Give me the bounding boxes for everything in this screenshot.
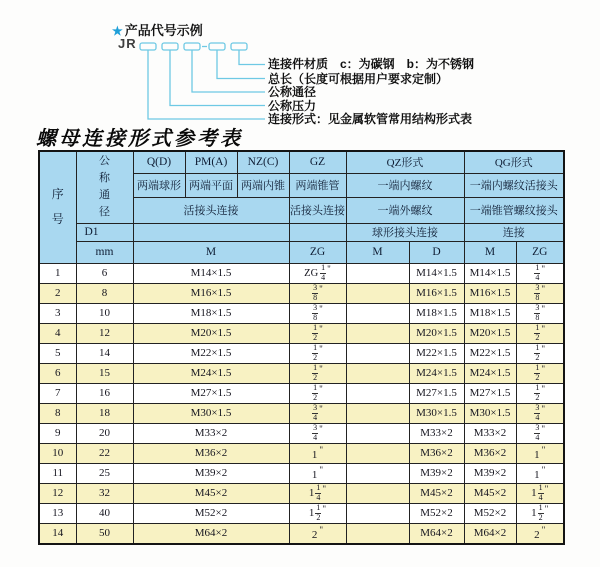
header-gz: GZ — [289, 151, 346, 173]
code-box — [162, 43, 178, 50]
cell-qz-d: M22×1.5 — [409, 343, 464, 363]
cell-qz-d: M33×2 — [409, 423, 464, 443]
cell-gz: 2 " — [289, 523, 346, 544]
table-row — [39, 363, 564, 383]
cell-seq: 3 — [39, 303, 76, 323]
cell-gz: $\frac{3}{8}$ " — [289, 283, 346, 303]
header-nz: NZ(C) — [237, 151, 289, 173]
connector-line — [192, 50, 265, 92]
cell-qg-m: M64×2 — [464, 523, 516, 544]
cell-qg-zg: 1 $\frac{1}{4}$ " — [516, 483, 564, 503]
cell-qg-zg: 1 " — [516, 463, 564, 483]
cell-dn: 15 — [76, 363, 133, 383]
table-row — [39, 383, 564, 403]
table-row — [39, 263, 564, 283]
cell-qg-m: M30×1.5 — [464, 403, 516, 423]
cell-m: M24×1.5 — [133, 363, 289, 383]
cell-gz: $\frac{1}{2}$ " — [289, 383, 346, 403]
cell-dn: 16 — [76, 383, 133, 403]
code-box — [140, 43, 156, 50]
code-box — [184, 43, 200, 50]
table-row — [39, 463, 564, 483]
cell-dn: 32 — [76, 483, 133, 503]
header-qz-m: M — [346, 241, 409, 263]
cell-qg-m: M24×1.5 — [464, 363, 516, 383]
cell-seq: 13 — [39, 503, 76, 523]
cell-qg-zg: $\frac{1}{4}$ " — [516, 263, 564, 283]
cell-qg-m: M33×2 — [464, 423, 516, 443]
cell-seq: 4 — [39, 323, 76, 343]
header-gz-sub: 两端锥管 — [289, 173, 346, 197]
cell-qz-d: M30×1.5 — [409, 403, 464, 423]
cell-dn: 40 — [76, 503, 133, 523]
cell-seq: 10 — [39, 443, 76, 463]
cell-qg-zg: $\frac{3}{8}$ " — [516, 283, 564, 303]
cell-qz-d: M27×1.5 — [409, 383, 464, 403]
cell-qz-m — [346, 303, 409, 323]
cell-qg-zg: 1 " — [516, 443, 564, 463]
cell-gz: $\frac{3}{4}$ " — [289, 423, 346, 443]
cell-seq: 2 — [39, 283, 76, 303]
cell-qg-m: M14×1.5 — [464, 263, 516, 283]
cell-m: M52×2 — [133, 503, 289, 523]
label-total-length: 总长（长度可根据用户要求定制） — [268, 71, 449, 86]
star-icon: ★ — [112, 24, 123, 38]
cell-m: M39×2 — [133, 463, 289, 483]
table-row — [39, 303, 564, 323]
header-row-5 — [39, 241, 564, 263]
cell-m: M33×2 — [133, 423, 289, 443]
cell-dn: 18 — [76, 403, 133, 423]
cell-qz-m — [346, 363, 409, 383]
cell-seq: 8 — [39, 403, 76, 423]
cell-qg-zg: $\frac{1}{2}$ " — [516, 323, 564, 343]
cell-m: M22×1.5 — [133, 343, 289, 363]
header-row-1 — [39, 151, 564, 173]
label-connection-form: 连接形式：见金属软管常用结构形式表 — [268, 112, 473, 126]
nut-table-body — [39, 263, 564, 544]
nut-connection-table — [38, 150, 565, 545]
nut-connection-table-wrap — [38, 150, 565, 545]
cell-dn: 25 — [76, 463, 133, 483]
connector-line — [148, 50, 265, 119]
header-q-sub: 两端球形 — [133, 173, 185, 197]
code-prefix: JR — [118, 36, 137, 51]
header-qg-zg: ZG — [516, 241, 564, 263]
cell-dn: 50 — [76, 523, 133, 544]
diagram-heading-text: 产品代号示例 — [124, 23, 203, 38]
cell-seq: 14 — [39, 523, 76, 544]
cell-m: M20×1.5 — [133, 323, 289, 343]
cell-seq: 9 — [39, 423, 76, 443]
cell-qz-d: M64×2 — [409, 523, 464, 544]
cell-seq: 12 — [39, 483, 76, 503]
cell-qz-m — [346, 463, 409, 483]
label-nominal-pressure: 公称压力 — [268, 99, 317, 113]
connector-line — [239, 50, 265, 65]
cell-seq: 5 — [39, 343, 76, 363]
table-header — [39, 151, 564, 263]
header-dn: 公称通径 — [76, 151, 133, 223]
label-material: 连接件材质 c：为碳钢 b：为不锈钢 — [268, 57, 475, 71]
cell-qz-m — [346, 343, 409, 363]
cell-qz-d: M20×1.5 — [409, 323, 464, 343]
cell-qz-d: M52×2 — [409, 503, 464, 523]
table-row — [39, 283, 564, 303]
header-qz-row3: 一端外螺纹 — [346, 197, 464, 223]
cell-qg-zg: $\frac{1}{2}$ " — [516, 343, 564, 363]
header-qz-row4: 球形接头连接 — [346, 223, 464, 241]
header-qg-row4: 连接 — [464, 223, 564, 241]
cell-dn: 12 — [76, 323, 133, 343]
header-qz-d: D — [409, 241, 464, 263]
cell-qg-zg: $\frac{3}{4}$ " — [516, 403, 564, 423]
cell-gz: $\frac{1}{2}$ " — [289, 363, 346, 383]
cell-qg-m: M27×1.5 — [464, 383, 516, 403]
cell-m: M64×2 — [133, 523, 289, 544]
cell-qg-m: M52×2 — [464, 503, 516, 523]
header-empty-m — [133, 223, 289, 241]
table-row — [39, 423, 564, 443]
cell-gz: $\frac{1}{2}$ " — [289, 323, 346, 343]
cell-qz-d: M18×1.5 — [409, 303, 464, 323]
cell-dn: 6 — [76, 263, 133, 283]
header-row-4 — [39, 223, 564, 241]
cell-qg-zg: 1 $\frac{1}{2}$ " — [516, 503, 564, 523]
header-seq: 序号 — [39, 151, 76, 263]
cell-m: M36×2 — [133, 443, 289, 463]
cell-gz: 1 $\frac{1}{4}$ " — [289, 483, 346, 503]
code-box — [231, 43, 247, 50]
cell-qz-d: M36×2 — [409, 443, 464, 463]
cell-seq: 1 — [39, 263, 76, 283]
cell-seq: 11 — [39, 463, 76, 483]
header-mm: mm — [76, 241, 133, 263]
cell-gz: 1 " — [289, 443, 346, 463]
table-row — [39, 323, 564, 343]
cell-qz-m — [346, 263, 409, 283]
cell-m: M14×1.5 — [133, 263, 289, 283]
header-q: Q(D) — [133, 151, 185, 173]
header-gz-row3: 活接头连接 — [289, 197, 346, 223]
cell-qg-zg: $\frac{3}{8}$ " — [516, 303, 564, 323]
cell-qg-zg: $\frac{1}{2}$ " — [516, 383, 564, 403]
header-qz: QZ形式 — [346, 151, 464, 173]
header-m-unit: M — [133, 241, 289, 263]
cell-qz-m — [346, 403, 409, 423]
cell-m: M16×1.5 — [133, 283, 289, 303]
cell-m: M45×2 — [133, 483, 289, 503]
cell-dn: 10 — [76, 303, 133, 323]
header-qg-sub: 一端内螺纹活接头 — [464, 173, 564, 197]
cell-gz: $\frac{1}{2}$ " — [289, 343, 346, 363]
cell-qg-m: M18×1.5 — [464, 303, 516, 323]
cell-qg-m: M16×1.5 — [464, 283, 516, 303]
cell-qz-m — [346, 323, 409, 343]
cell-qg-m: M22×1.5 — [464, 343, 516, 363]
cell-qg-zg: $\frac{1}{2}$ " — [516, 363, 564, 383]
cell-gz: 1 " — [289, 463, 346, 483]
cell-m: M30×1.5 — [133, 403, 289, 423]
cell-qg-m: M45×2 — [464, 483, 516, 503]
cell-qz-m — [346, 283, 409, 303]
header-gz-unit: ZG — [289, 241, 346, 263]
table-row — [39, 503, 564, 523]
cell-m: M27×1.5 — [133, 383, 289, 403]
cell-m: M18×1.5 — [133, 303, 289, 323]
table-row — [39, 443, 564, 463]
cell-qz-m — [346, 423, 409, 443]
header-empty-gz — [289, 223, 346, 241]
cell-qz-d: M45×2 — [409, 483, 464, 503]
cell-dn: 22 — [76, 443, 133, 463]
cell-gz: ZG $\frac{1}{4}$ " — [289, 263, 346, 283]
cell-dn: 20 — [76, 423, 133, 443]
cell-qz-m — [346, 383, 409, 403]
header-qg-m: M — [464, 241, 516, 263]
cell-qz-d: M16×1.5 — [409, 283, 464, 303]
cell-seq: 7 — [39, 383, 76, 403]
cell-qg-zg: $\frac{3}{4}$ " — [516, 423, 564, 443]
cell-qg-m: M39×2 — [464, 463, 516, 483]
header-nz-sub: 两端内锥 — [237, 173, 289, 197]
cell-qz-d: M24×1.5 — [409, 363, 464, 383]
cell-qg-m: M36×2 — [464, 443, 516, 463]
cell-gz: 1 $\frac{1}{2}$ " — [289, 503, 346, 523]
cell-qg-m: M20×1.5 — [464, 323, 516, 343]
header-pm-sub: 两端平面 — [185, 173, 237, 197]
header-union-conn: 活接头连接 — [133, 197, 289, 223]
cell-qz-m — [346, 523, 409, 544]
header-qg: QG形式 — [464, 151, 564, 173]
header-d1: D1 — [76, 223, 133, 241]
code-box — [209, 43, 225, 50]
cell-qz-m — [346, 483, 409, 503]
cell-qz-m — [346, 443, 409, 463]
cell-qz-d: M39×2 — [409, 463, 464, 483]
cell-gz: $\frac{3}{8}$ " — [289, 303, 346, 323]
header-pm: PM(A) — [185, 151, 237, 173]
cell-gz: $\frac{3}{4}$ " — [289, 403, 346, 423]
table-row — [39, 343, 564, 363]
cell-dn: 14 — [76, 343, 133, 363]
cell-qz-m — [346, 503, 409, 523]
header-qz-sub: 一端内螺纹 — [346, 173, 464, 197]
cell-seq: 6 — [39, 363, 76, 383]
table-row — [39, 483, 564, 503]
cell-dn: 8 — [76, 283, 133, 303]
header-qg-row3: 一端锥管螺纹接头 — [464, 197, 564, 223]
table-row — [39, 523, 564, 544]
cell-qz-d: M14×1.5 — [409, 263, 464, 283]
cell-qg-zg: 2 " — [516, 523, 564, 544]
label-nominal-diameter: 公称通径 — [268, 85, 317, 99]
table-row — [39, 403, 564, 423]
page-title: 螺母连接形式参考表 — [36, 128, 243, 150]
